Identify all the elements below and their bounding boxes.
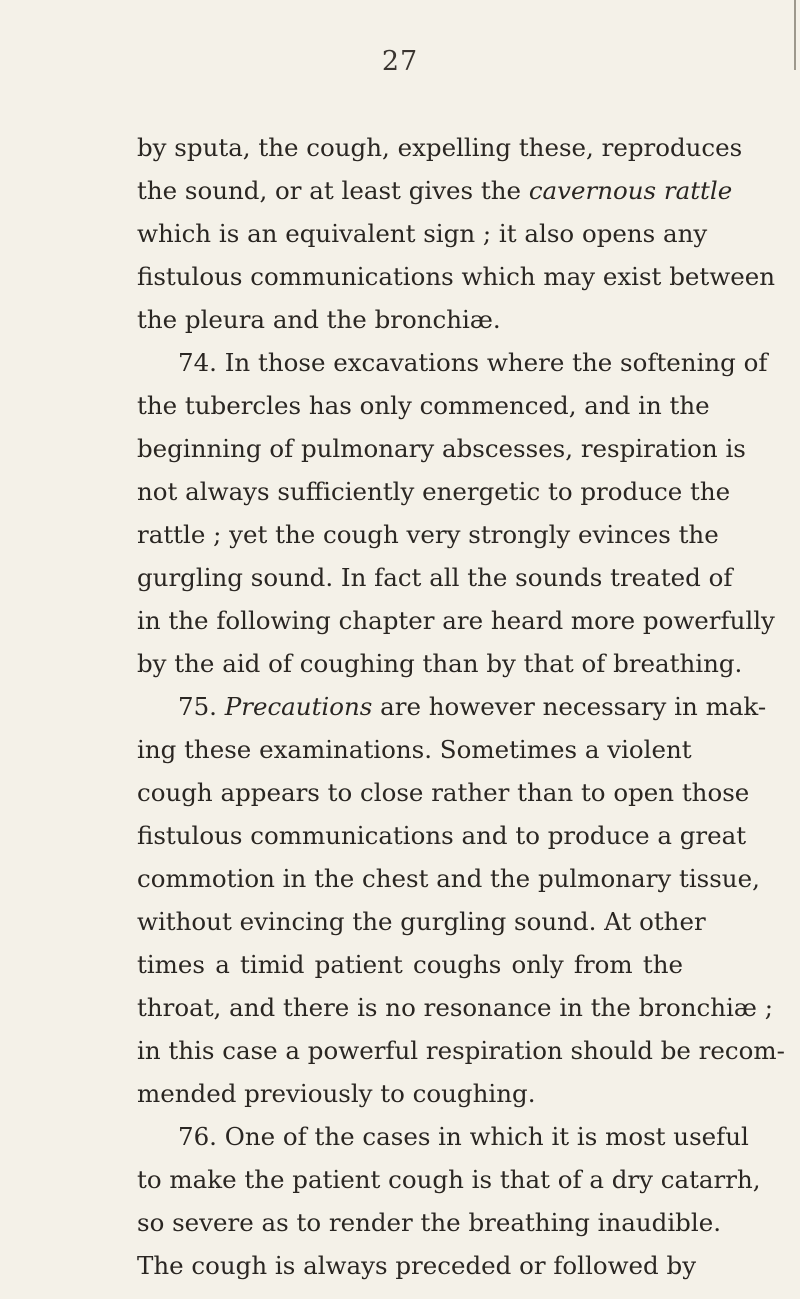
text-span: by the aid of coughing than by that of breathing. (137, 649, 743, 678)
text-span: commotion in the chest and the pulmonary tissue, (137, 864, 760, 893)
text-line (137, 1072, 683, 1115)
text-span: 74. In those excavations where the softening of (178, 348, 768, 377)
text-line (137, 427, 746, 470)
text-line (137, 1115, 749, 1158)
text-span: the sound, or at least gives the (137, 176, 529, 205)
text-span: gurgling sound. In fact all the sounds treated of (137, 563, 733, 592)
text-span: 75. (178, 692, 225, 721)
text-line (137, 470, 731, 513)
text-line (137, 986, 773, 1029)
text-line (137, 728, 692, 771)
text-span: in the following chapter are heard more powerfully (137, 606, 775, 635)
italic-text: cavernous rattle (528, 176, 733, 205)
text-span: so severe as to render the breathing inaudible. (137, 1208, 721, 1237)
text-span: beginning of pulmonary abscesses, respiration is (137, 434, 746, 463)
text-span: throat, and there is no resonance in the bronchiæ ; (137, 993, 773, 1022)
text-line (137, 126, 743, 169)
text-span: which is an equivalent sign ; it also opens any (137, 219, 708, 248)
text-span: cough appears to close rather than to open those (137, 778, 750, 807)
text-line (137, 169, 733, 212)
text-span: are however necessary in mak- (372, 692, 767, 721)
text-line (137, 685, 767, 728)
text-line (137, 900, 706, 943)
text-span: fistulous communications which may exist between (137, 262, 775, 291)
text-line (137, 255, 775, 298)
text-span: in this case a powerful respiration should be recom- (137, 1036, 785, 1065)
text-span: fistulous communications and to produce a great (137, 821, 747, 850)
text-line (137, 556, 733, 599)
text-span: times a timid patient coughs only from the (137, 950, 683, 979)
text-line (137, 513, 719, 556)
text-line (137, 771, 750, 814)
text-line (137, 943, 683, 986)
italic-text: Precautions (224, 692, 373, 721)
text-line (137, 212, 708, 255)
text-line (137, 341, 768, 384)
text-line (137, 1201, 721, 1244)
text-span: mended previously to coughing. (137, 1079, 536, 1108)
text-line (137, 1158, 761, 1201)
text-line (137, 642, 743, 685)
text-line (137, 1029, 785, 1072)
text-line (137, 298, 683, 341)
page-number: 27 (381, 46, 419, 77)
text-span: to make the patient cough is that of a dry catarrh, (137, 1165, 761, 1194)
text-span: rattle ; yet the cough very strongly evinces the (137, 520, 719, 549)
text-span: The cough is always preceded or followed by (137, 1251, 697, 1280)
text-line (137, 384, 710, 427)
text-line (137, 814, 747, 857)
text-span: not always sufficiently energetic to produce the (137, 477, 731, 506)
text-span: 76. One of the cases in which it is most useful (178, 1122, 749, 1151)
text-line (137, 857, 760, 900)
text-span: by sputa, the cough, expelling these, reproduces (137, 133, 743, 162)
text-span: ing these examinations. Sometimes a violent (137, 735, 692, 764)
text-line (137, 1244, 697, 1287)
text-span: without evincing the gurgling sound. At other (137, 907, 706, 936)
body-text (137, 126, 785, 1287)
text-line (137, 599, 775, 642)
text-span: the tubercles has only commenced, and in the (137, 391, 710, 420)
text-span: the pleura and the bronchiæ. (137, 305, 501, 334)
